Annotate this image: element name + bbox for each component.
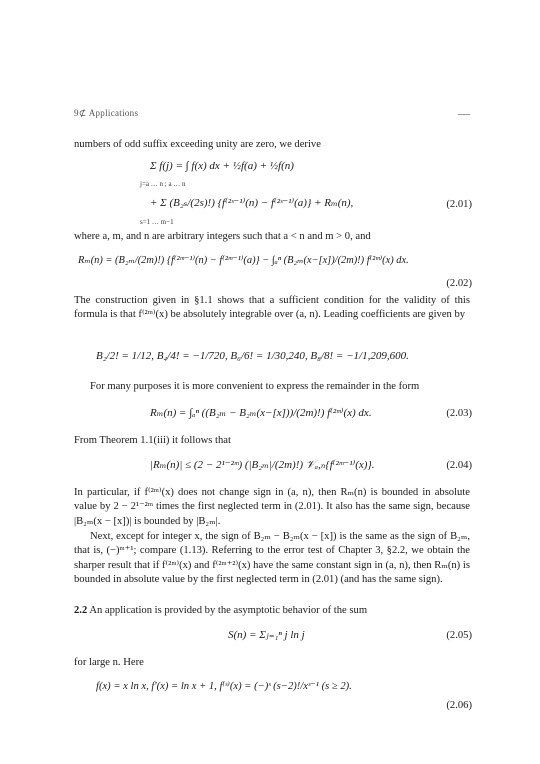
equation-number-2-04: (2.04) (446, 460, 472, 471)
equation-2-05: S(n) = Σⱼ₌₁ⁿ j ln j (228, 629, 305, 641)
equation-2-02: Rₘ(n) = (B₂ₘ/(2m)!) {f⁽²ᵐ⁻¹⁾(n) − f⁽²ᵐ⁻¹⁾(a)} − ∫ₐⁿ (B₂ₘ(x−[x])/(2m)!) f⁽²ᵐ⁾(x) dx. (78, 255, 409, 266)
equation-number-2-06: (2.06) (446, 700, 472, 711)
running-head: 9⊄ Applications (74, 108, 139, 118)
equation-number-2-03: (2.03) (446, 408, 472, 419)
equation-2-04: |Rₘ(n)| ≤ (2 − 2¹⁻²ᵐ) (|B₂ₘ|/(2m)!) 𝒱ₐ,ₙ{f⁽²ᵐ⁻¹⁾(x)}. (150, 459, 375, 471)
equation-number-2-02: (2.02) (446, 278, 472, 289)
paragraph-4: For many purposes it is more convenient to express the remainder in the form (90, 381, 420, 392)
paragraph-7: Next, except for integer x, the sign of B₂ₘ − B₂ₘ(x − [x]) is the same as the sign of B₂ₘ, that is, (−)ᵐ⁺¹; compare (1.13). Referring to the error test of Chapter 3, §2.2, we obtain the sharper result that if f⁽²ᵐ⁾(x) and f⁽²ᵐ⁺²⁾(x) have the same constant sign in (a, n), then Rₘ(n) is bounded in absolute value by the first neglected term in (2.01) (and has the same sign). (74, 531, 470, 586)
equation-2-01-line-1-limits: j=a … n ; a … n (140, 180, 186, 188)
equation-number-2-01: (2.01) (446, 199, 472, 210)
paragraph-2: where a, m, and n are arbitrary integers such that a < n and m > 0, and (74, 231, 371, 242)
section-number: 2.2 (74, 605, 88, 616)
equation-2-01-line-1: Σ f(j) = ∫ f(x) dx + ½f(a) + ½f(n) (150, 160, 294, 172)
equation-number-2-05: (2.05) (446, 630, 472, 641)
equation-2-03: Rₘ(n) = ∫ₐⁿ ((B₂ₘ − B₂ₘ(x−[x]))/(2m)!) f⁽²ᵐ⁾(x) dx. (150, 407, 372, 419)
section-text: An application is provided by the asymptotic behavior of the sum (89, 605, 368, 616)
paragraph-5: From Theorem 1.1(iii) it follows that (74, 435, 231, 446)
paragraph-8: for large n. Here (74, 657, 144, 668)
paragraph-6: In particular, if f⁽²ᵐ⁾(x) does not change sign in (a, n), then Rₘ(n) is bounded in absolute value by 2 − 2¹⁻²ᵐ times the first neglected term in (2.01). It also has the same sign, because |B₂ₘ(x − [x])| is bounded by |B₂ₘ|. (74, 487, 470, 527)
paragraph-3: The construction given in §1.1 shows that a sufficient condition for the validity of this formula is that f⁽²ᵐ⁾(x) be absolutely integrable over (a, n). Leading coefficients are given by (74, 295, 470, 321)
paragraph-1: numbers of odd suffix exceeding unity are zero, we derive (74, 139, 321, 150)
equation-2-01-line-2-limits: s=1 … m−1 (140, 218, 174, 226)
equation-2-01-line-2: + Σ (B₂ₛ/(2s)!) {f⁽²ˢ⁻¹⁾(n) − f⁽²ˢ⁻¹⁾(a)} + Rₘ(n), (150, 197, 354, 209)
leading-coefficients: B₂/2! = 1/12, B₄/4! = −1/720, B₆/6! = 1/30,240, B₈/8! = −1/1,209,600. (96, 350, 409, 362)
header-rule (458, 114, 470, 115)
section-2-2 (74, 604, 470, 618)
equation-2-06: f(x) = x ln x, f′(x) = ln x + 1, f⁽ˢ⁾(x) = (−)ˢ (s−2)!/xˢ⁻¹ (s ≥ 2). (96, 681, 352, 692)
